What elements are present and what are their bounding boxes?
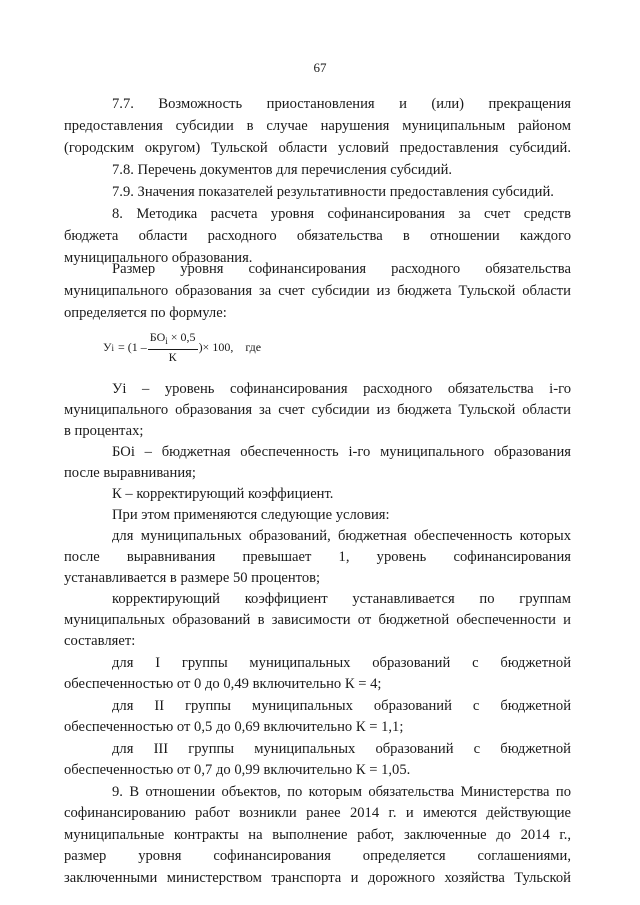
text-line: составляет:: [64, 633, 136, 649]
text-line: БОi – бюджетная обеспеченность i-го муниципального образования: [112, 444, 571, 460]
text-line: для III группы муниципальных образований с бюджетной: [112, 741, 571, 757]
text-line: обеспеченностью от 0,5 до 0,69 включительно К = 1,1;: [64, 719, 404, 735]
text-line: муниципального образования за счет субсидии из бюджета Тульской области: [64, 283, 571, 299]
formula-lhs-subscript: i: [111, 342, 115, 353]
formula-tail: )× 100,: [198, 340, 234, 354]
text-line: для II группы муниципальных образований с бюджетной: [112, 698, 571, 714]
formula-fraction: [148, 330, 198, 365]
text-line: обеспеченностью от 0,7 до 0,99 включительно К = 1,05.: [64, 762, 411, 778]
page-number: 67: [313, 60, 327, 75]
formula-lhs: У: [103, 340, 112, 354]
text-line: предоставления субсидии в случае нарушения муниципальным районом: [64, 118, 571, 134]
formula-where: где: [245, 340, 262, 354]
text-line: Уi – уровень софинансирования расходного обязательства i-го: [112, 381, 571, 397]
text-line: 8. Методика расчета уровня софинансирования за счет средств: [112, 206, 571, 222]
text-line: в процентах;: [64, 423, 144, 439]
text-line: 7.9. Значения показателей результативности предоставления субсидий.: [112, 184, 554, 200]
text-line: Размер уровня софинансирования расходного обязательства: [112, 261, 571, 277]
formula-denominator: К: [168, 350, 177, 364]
text-line: для I группы муниципальных образований с бюджетной: [112, 655, 571, 671]
text-line: 7.7. Возможность приостановления и (или) прекращения: [112, 96, 571, 112]
numerator-tail: × 0,5: [170, 330, 196, 344]
numerator-subscript: i: [165, 336, 168, 346]
text-line: 7.8. Перечень документов для перечисления субсидий.: [112, 162, 453, 178]
text-line: устанавливается в размере 50 процентов;: [64, 570, 321, 586]
text-line: муниципального образования.: [64, 250, 253, 266]
numerator-term: БО: [149, 330, 166, 344]
text-line: после выравнивания превышает 1, уровень софинансирования: [64, 549, 571, 565]
text-line: (городским округом) Тульской области условий предоставления субсидий.: [64, 140, 571, 156]
text-line: определяется по формуле:: [64, 305, 227, 321]
text-line: корректирующий коэффициент устанавливается по группам: [112, 591, 571, 607]
text-line: обеспеченностью от 0 до 0,49 включительно К = 4;: [64, 676, 382, 692]
formula: [103, 330, 261, 365]
text-line: бюджета области расходного обязательства в отношении каждого: [64, 228, 571, 244]
text-line: К – корректирующий коэффициент.: [112, 486, 334, 502]
text-line: размер уровня софинансирования определяется соглашениями,: [64, 848, 571, 864]
text-line: после выравнивания;: [64, 465, 196, 481]
text-line: заключенными министерством транспорта и дорожного хозяйства Тульской: [64, 870, 571, 886]
formula-open: = (1 –: [118, 340, 147, 354]
text-line: муниципальные контракты на выполнение работ, заключенные до 2014 г.,: [64, 827, 571, 843]
text-line: 9. В отношении объектов, по которым обязательства Министерства по: [112, 784, 571, 800]
text-line: муниципального образования за счет субсидии из бюджета Тульской области: [64, 402, 571, 418]
text-line: муниципальных образований в зависимости от бюджетной обеспеченности и: [64, 612, 571, 628]
formula-numerator: [148, 330, 198, 350]
text-line: При этом применяются следующие условия:: [112, 507, 390, 523]
text-line: для муниципальных образований, бюджетная обеспеченность которых: [112, 528, 571, 544]
text-line: софинансированию работ возникли ранее 2014 г. и имеются действующие: [64, 805, 571, 821]
